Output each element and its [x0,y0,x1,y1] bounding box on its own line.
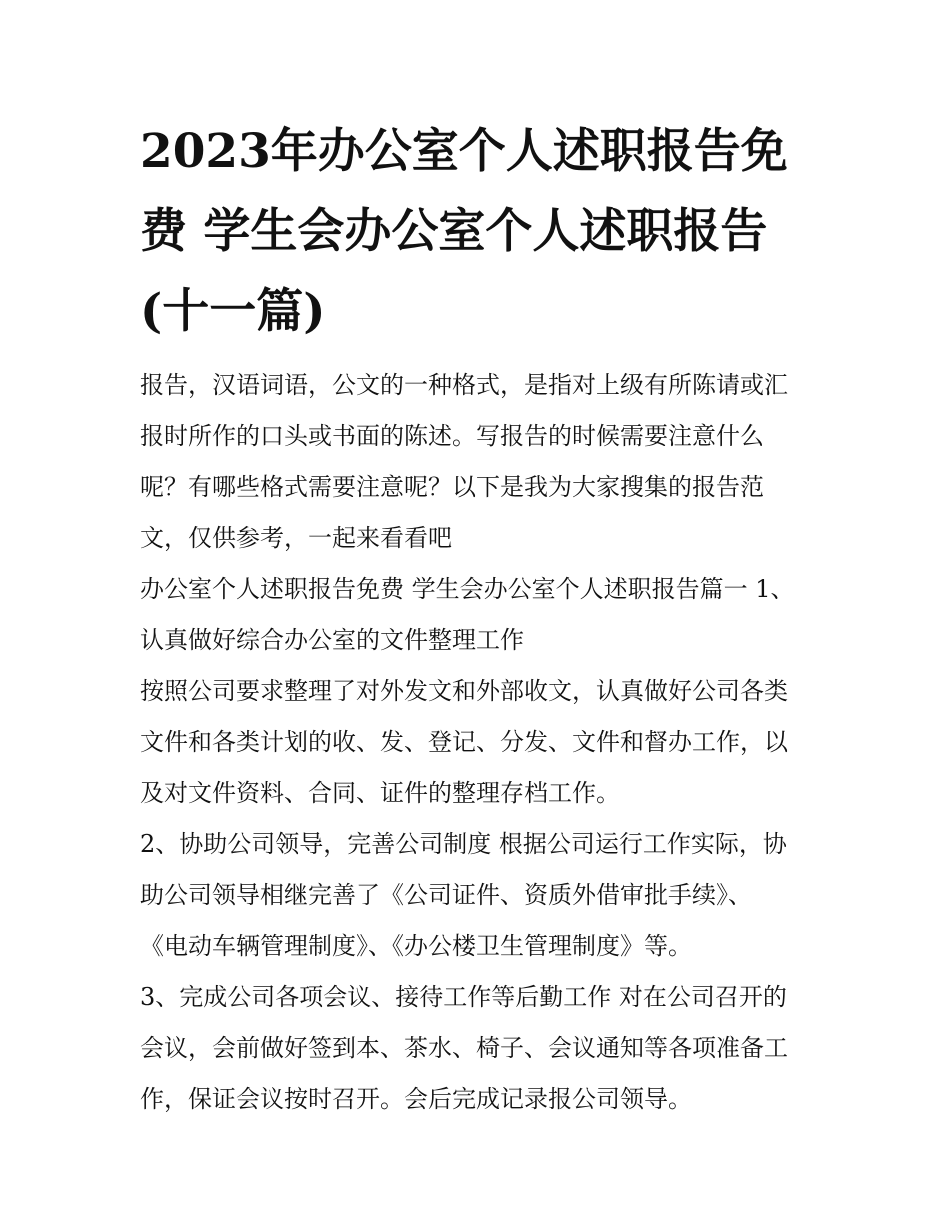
paragraph-line: 报时所作的口头或书面的陈述。写报告的时候需要注意什么 [140,422,764,450]
document-body [140,360,812,1125]
title-line-2: 费 学生会办公室个人述职报告 [140,204,768,259]
paragraph-line: 及对文件资料、合同、证件的整理存档工作。 [140,779,620,807]
paragraph-line: 《电动车辆管理制度》、《办公楼卫生管理制度》等。 [140,932,692,960]
paragraph-section-3 [140,972,812,1125]
paragraph-line: 办公室个人述职报告免费 学生会办公室个人述职报告篇一 1、 [140,575,795,603]
paragraph-section-1-body [140,666,812,819]
paragraph-line: 报告，汉语词语，公文的一种格式，是指对上级有所陈请或汇 [140,371,788,399]
title-line-1: 2023年办公室个人述职报告免 [140,124,788,179]
paragraph-line: 2、协助公司领导，完善公司制度 根据公司运行工作实际，协 [140,830,787,858]
title-line-3: (十一篇) [140,284,326,339]
paragraph-line: 作，保证会议按时召开。会后完成记录报公司领导。 [140,1085,692,1113]
paragraph-line: 会议，会前做好签到本、茶水、椅子、会议通知等各项准备工 [140,1034,788,1062]
paragraph-line: 3、完成公司各项会议、接待工作等后勤工作 对在公司召开的 [140,983,787,1011]
paragraph-line: 文，仅供参考，一起来看看吧 [140,524,452,552]
paragraph-line: 助公司领导相继完善了《公司证件、资质外借审批手续》、 [140,881,752,909]
paragraph-line: 按照公司要求整理了对外发文和外部收文，认真做好公司各类 [140,677,788,705]
paragraph-intro [140,360,812,564]
paragraph-line: 呢？有哪些格式需要注意呢？以下是我为大家搜集的报告范 [140,473,764,501]
document-title [140,112,812,352]
paragraph-line: 文件和各类计划的收、发、登记、分发、文件和督办工作，以 [140,728,788,756]
paragraph-section-2 [140,819,812,972]
paragraph-section-1-heading [140,564,812,666]
document-page [140,112,812,1125]
paragraph-line: 认真做好综合办公室的文件整理工作 [140,626,524,654]
